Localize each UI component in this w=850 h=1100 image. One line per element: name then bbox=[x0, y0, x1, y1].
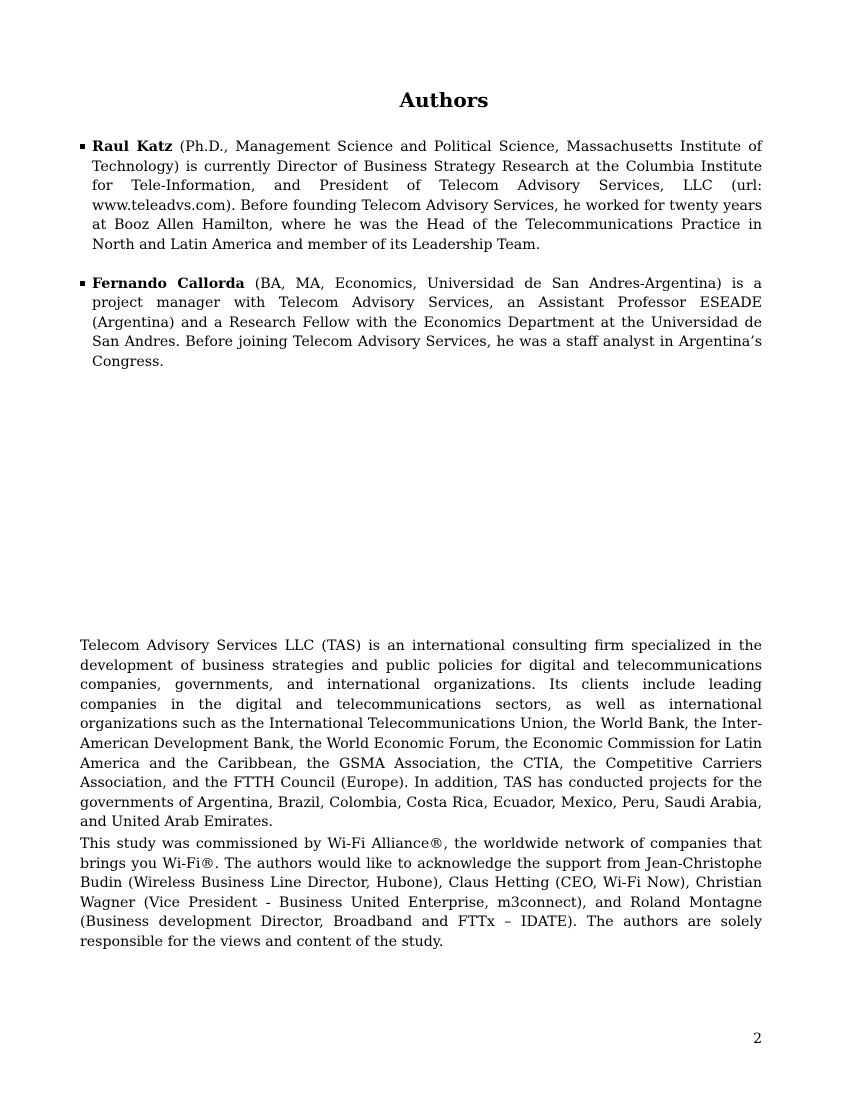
authors-list bbox=[80, 138, 762, 392]
author-bio: (BA, MA, Economics, Universidad de San Andres-Argentina) is a project manager with Telecom Advisory Services, an Assistant Professor ESEADE (Argentina) and a Research Fellow with the Economics Department at the Universidad de San Andres. Before joining Telecom Advisory Services, he was a staff analyst in Argentina’s Congress. bbox=[92, 275, 762, 370]
square-bullet-icon bbox=[80, 144, 85, 149]
author-item-fernando-callorda bbox=[80, 275, 762, 373]
author-name: Raul Katz bbox=[92, 139, 173, 155]
square-bullet-icon bbox=[80, 281, 85, 286]
page-title: Authors bbox=[399, 88, 489, 112]
study-acknowledgement-paragraph: This study was commissioned by Wi-Fi Alliance®, the worldwide network of companies that brings you Wi-Fi®. The authors would like to acknowledge the support from Jean-Christophe Budin (Wireless Business Line Director, Hubone), Claus Hetting (CEO, Wi-Fi Now), Christian Wagner (Vice President - Business United Enterprise, m3connect), and Roland Montagne (Business development Director, Broadband and FTTx – IDATE). The authors are solely responsible for the views and content of the study. bbox=[80, 836, 762, 950]
author-name: Fernando Callorda bbox=[92, 275, 245, 292]
author-item-raul-katz bbox=[80, 138, 762, 256]
page-number: 2 bbox=[753, 1031, 762, 1047]
tas-description-paragraph: Telecom Advisory Services LLC (TAS) is an international consulting firm specialized in the development of business strategies and public policies for digital and telecommunications companies, governments, and international organizations. Its clients include leading companies in the digital and telecommunications sectors, as well as international organizations such as the International Telecommunications Union, the World Bank, the Inter-American Development Bank, the World Economic Forum, the Economic Commission for Latin America and the Caribbean, the GSMA Association, the CTIA, the Competitive Carriers Association, and the FTTH Council (Europe). In addition, TAS has conducted projects for the governments of Argentina, Brazil, Colombia, Costa Rica, Ecuador, Mexico, Peru, Saudi Arabia, and United Arab Emirates. bbox=[80, 638, 762, 831]
author-bio: (Ph.D., Management Science and Political Science, Massachusetts Institute of Technology) is currently Director of Business Strategy Research at the Columbia Institute for Tele-Information, and President of Telecom Advisory Services, LLC (url: www.teleadvs.com). Before founding Telecom Advisory Services, he worked for twenty years at Booz Allen Hamilton, where he was the Head of the Telecommunications Practice in North and Latin America and member of its Leadership Team. bbox=[92, 139, 763, 253]
